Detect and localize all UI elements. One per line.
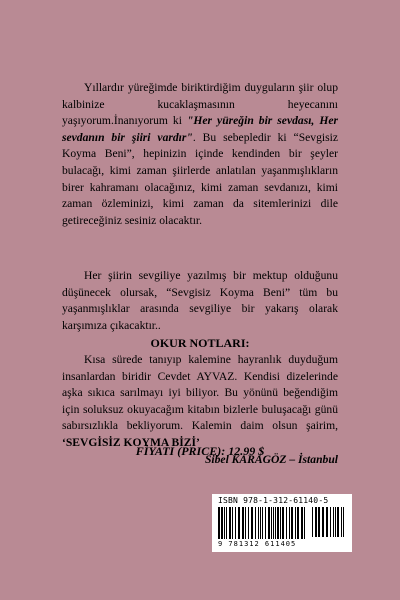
barcode-bar: [248, 507, 249, 539]
ean-digits: 9 781312 611405: [218, 540, 297, 548]
barcode-bar: [318, 507, 320, 537]
barcode-bar: [268, 507, 270, 539]
barcode-bar: [271, 507, 272, 539]
barcode-bar: [335, 507, 336, 537]
price-label: FİYATI (PRICE): 12.99 $: [135, 444, 265, 458]
barcode-bar: [315, 507, 317, 537]
reader-notes-text: Kısa sürede tanıyıp kalemine hayranlık duyduğum insanlardan biridir Cevdet AYVAZ. Kendisi dizelerinde aşka sıkıca sarılmayı iyi biliyor. Bu yönünü beğendiğim için soluksuz okuyacağım kitabın bizlerle buluşacağı günü sabırsızlıkla bekliyorum. Kalemin daim olsun şairim,: [62, 353, 338, 433]
barcode-bar: [330, 507, 331, 537]
barcode-bar: [277, 507, 279, 539]
reader-notes-book-title: ‘SEVGİSİZ KOYMA BİZİ’: [62, 435, 200, 449]
barcode-bar: [245, 507, 246, 539]
barcode-bar: [273, 507, 274, 539]
reader-notes-title: OKUR NOTLARI:: [150, 336, 250, 350]
intro-paragraph: [62, 80, 338, 229]
barcode-bar: [218, 507, 220, 539]
letter-text: Her şiirin sevgiliye yazılmış bir mektup olduğunu düşünecek olursak, “Sevgisiz Koyma Beni” tüm bu yaşanmışlıklar arasında sevgiliye bir yakarış olarak karşımıza çıkacaktır..: [62, 269, 338, 332]
barcode-bar: [232, 507, 233, 539]
barcode-bar: [226, 507, 227, 539]
barcode-bar: [326, 507, 328, 537]
barcode-bar: [262, 507, 263, 539]
barcode-bar: [337, 507, 339, 537]
barcode-bar: [333, 507, 334, 537]
barcode-bar: [224, 507, 225, 539]
intro-quote: "Her yüreğin bir sevdası, Her sevdanın bir şiiri vardır": [62, 114, 338, 144]
barcode-bar: [280, 507, 281, 539]
barcode-bar: [322, 507, 324, 537]
barcode-bar: [260, 507, 261, 539]
barcode-bar: [275, 507, 276, 539]
reader-notes-signature: Sibel KARAGÖZ – İstanbul: [204, 452, 338, 466]
barcode-bar: [229, 507, 231, 539]
intro-text-continued: . Bu sebepledir ki “Sevgisiz Koyma Beni”, hepinizin içinde kendinden bir şeyler bulacağı, kimi zaman şiirlerde anlatılan yaşanmışlıkların birer kahramanı olacağınız, kimi zaman sevdanızı, kimi zaman özleminizi, kimi zaman da sitemlerinizi dile getireceğiniz sesiniz olacaktır.: [62, 130, 338, 227]
letter-paragraph: [62, 268, 338, 334]
addon-barcode-bars: [312, 507, 346, 547]
barcode-bar: [258, 507, 259, 539]
barcode-bar: [289, 507, 290, 539]
barcode-bar: [251, 507, 253, 539]
barcode-bar: [341, 507, 342, 537]
intro-text: Yıllardır yüreğimde biriktirdiğim duyguların şiir olup kalbinize kucaklaşmasının heyecanını yaşıyorum.İnanıyorum ki: [62, 81, 338, 128]
isbn-number: ISBN 978-1-312-61140-5: [218, 496, 329, 505]
barcode-bar: [238, 507, 240, 539]
barcode-bar: [282, 507, 284, 539]
barcode-bar: [304, 507, 305, 539]
ean-barcode-bars: [218, 507, 308, 539]
barcode-bar: [291, 507, 293, 539]
barcode-bar: [297, 507, 299, 539]
barcode-bar: [295, 507, 296, 539]
barcode-bar: [301, 507, 303, 539]
barcode-bar: [265, 507, 266, 539]
barcode-bar: [221, 507, 223, 539]
isbn-barcode: [212, 494, 352, 552]
barcode-bar: [235, 507, 236, 539]
barcode-bar: [242, 507, 244, 539]
barcode-bar: [255, 507, 256, 539]
barcode-bar: [312, 507, 313, 537]
barcode-bar: [343, 507, 344, 537]
barcode-bar: [286, 507, 287, 539]
